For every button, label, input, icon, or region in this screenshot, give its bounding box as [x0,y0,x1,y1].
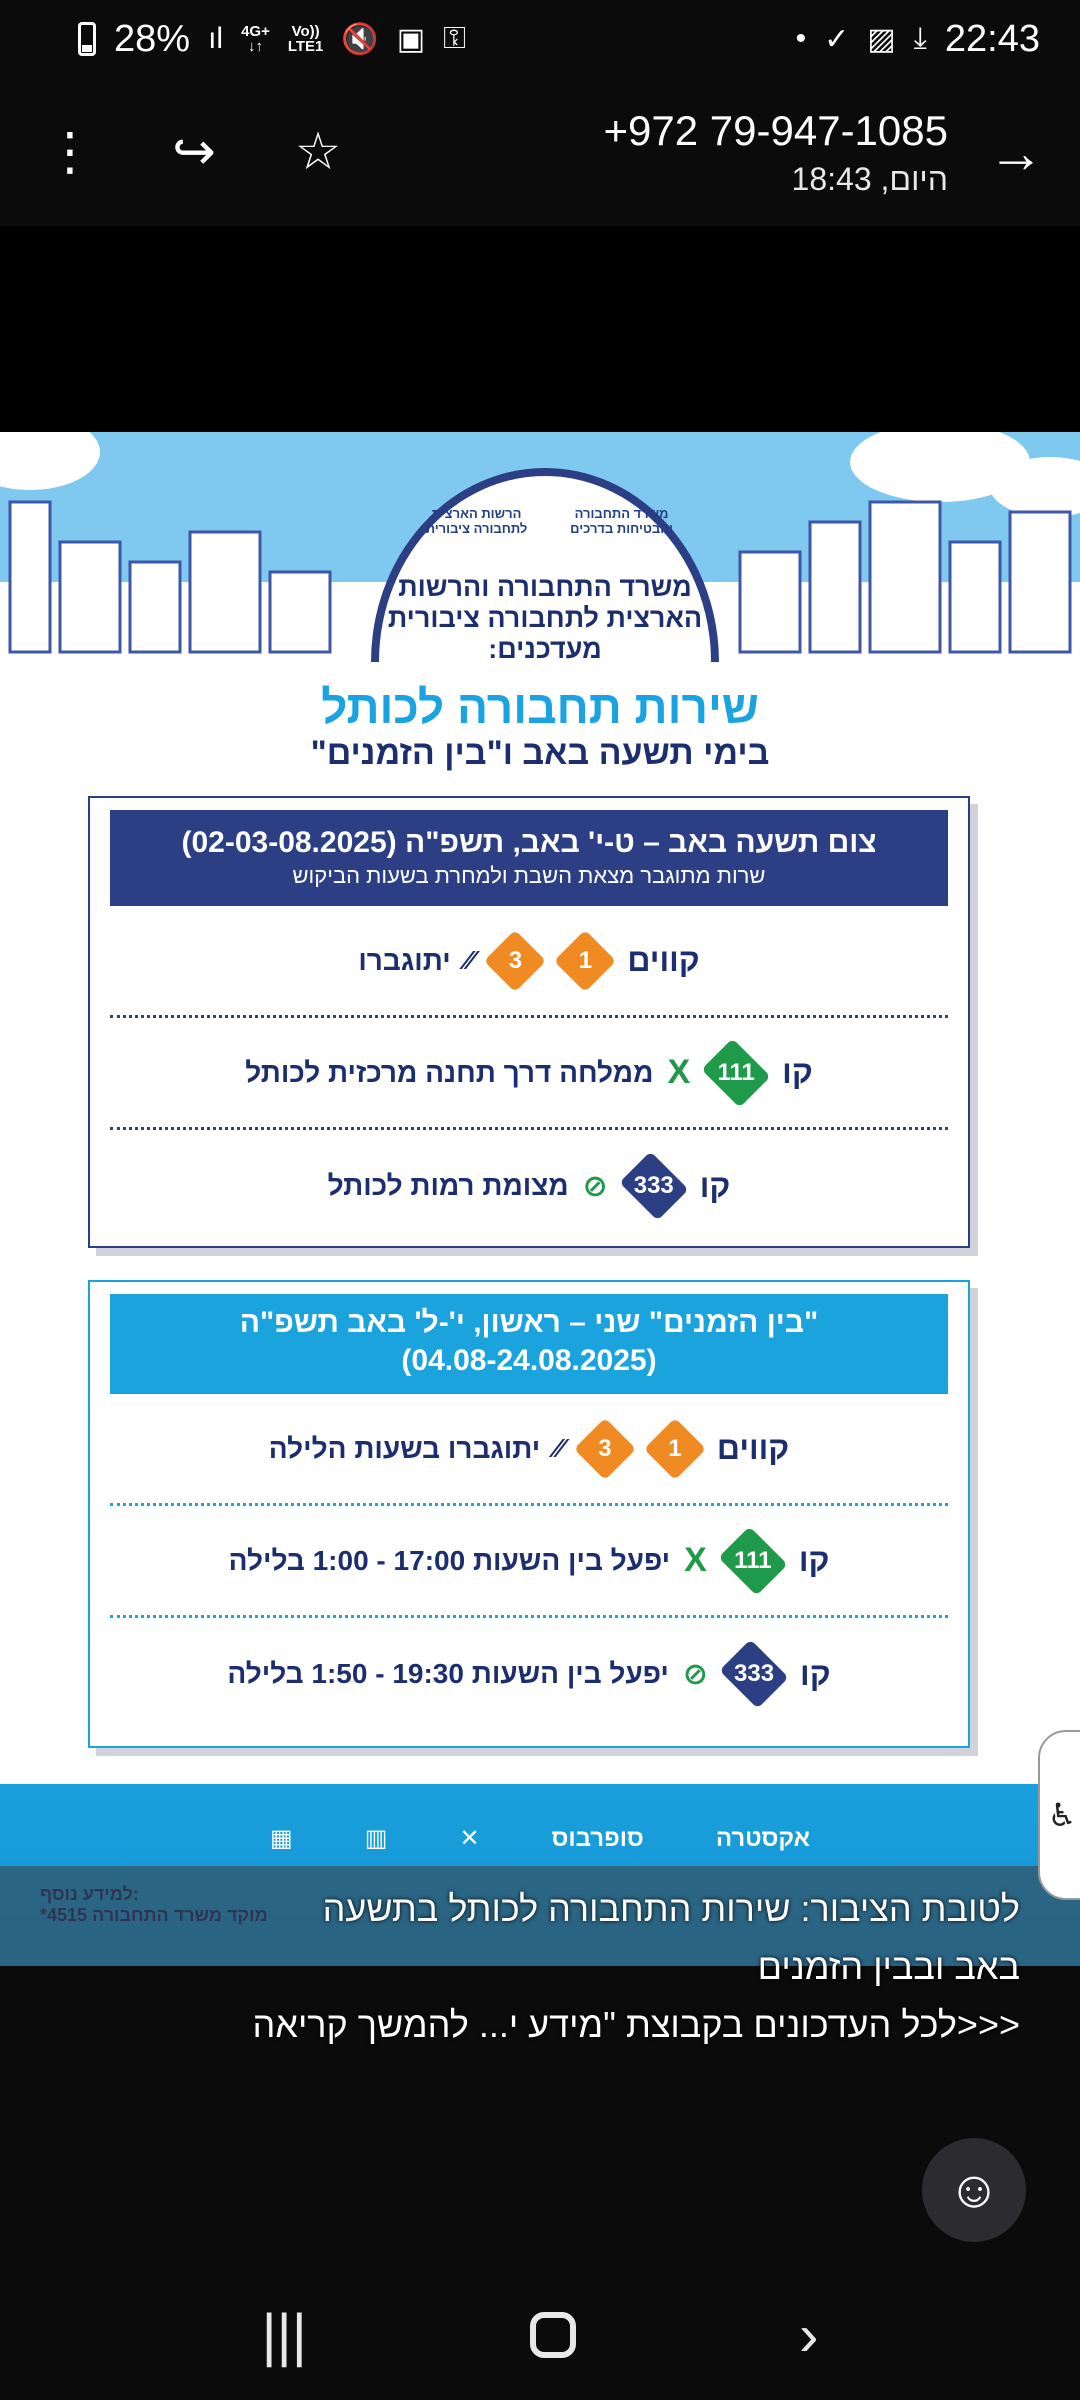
status-bar [0,0,1080,78]
lock-app-icon: ▣ [396,22,426,56]
check-notification-icon: ✓ [824,22,850,56]
poster-image[interactable] [0,432,1080,1966]
card-dates: (04.08-24.08.2025) [401,1344,657,1377]
mute-icon: 🔇 [341,22,379,56]
media-caption[interactable] [70,1880,1020,2054]
route-row-lines-1-3 [110,906,948,1018]
route-text: יתוגברו בשעות הלילה [268,1432,541,1464]
download-icon: ⤓ [913,22,927,55]
more-options-icon[interactable]: ⋮ [44,123,96,181]
status-left [78,18,466,61]
bein-hazmanim-card [88,1280,970,1748]
operator-x-icon: X [667,1053,691,1091]
battery-icon [78,22,96,56]
signal-icon: ıl [208,22,224,55]
card-header [110,810,948,906]
accessibility-icon[interactable]: ♿ [1038,1730,1080,1900]
fast-day-card [88,796,970,1248]
forward-icon[interactable]: ↪ [172,123,216,181]
caption-line-2: באב ובבין הזמנים [757,1946,1020,1987]
route-text: ממלחה דרך תחנה מרכזית לכותל [245,1056,654,1088]
operator-link-icon: ⊘ [582,1169,608,1203]
toolbar-info [604,107,1044,198]
jerusalem-logo: ▦ [270,1825,293,1852]
line-333-badge: 333 [722,1646,786,1702]
line-1-badge: 1 [557,933,613,989]
line-3-badge: 3 [487,933,543,989]
operator-logos [270,1824,810,1853]
line-333-badge: 333 [622,1158,686,1214]
operator-link-icon: ⊘ [682,1657,709,1691]
route-row-line-333 [110,1130,948,1242]
afikim-x-logo: ✕ [459,1825,480,1852]
star-icon[interactable]: ☆ [294,123,342,181]
media-viewer-toolbar [0,78,1080,226]
reaction-emoji-icon[interactable]: ☺ [922,2138,1026,2242]
poster-subline: בימי תשעה באב ו"בין הזמנים" [310,734,770,772]
route-text: יפעל בין השעות 19:30 - 1:50 בלילה [227,1658,669,1689]
volte-indicator [288,24,324,54]
home-icon[interactable] [530,2312,576,2358]
route-row-lines-1-3 [110,1394,948,1506]
caption-line-1: לטובת הציבור: שירות התחבורה לכותל בתשעה [322,1888,1020,1929]
key-icon: ⚿ [443,22,466,55]
sender-number: +972 79-947-1085 [603,106,948,154]
battery-level: 28% [114,17,191,60]
line-111-badge: 111 [704,1045,768,1101]
logos-row [405,506,695,536]
route-row-line-111 [110,1506,948,1618]
clock: 22:43 [944,17,1040,60]
status-right [796,18,1040,61]
ministry-logo: משרד התחבורה והבטיחות בדרכים [570,506,673,536]
network-arrows-icon: ↓↑ [247,38,263,55]
volte-top: Vo)) [291,23,320,40]
line-3-badge: 3 [577,1421,633,1477]
gallery-icon: ▨ [867,22,896,56]
network-bottom: LTE1 [287,38,324,55]
operator-mark-icon: ⁄⁄ [464,945,474,975]
poster-issuer: משרד התחבורה והרשות הארצית לתחבורה ציבורית מעדכנים: [387,572,703,664]
card-subtitle: שרות מתוגבר מצאת השבת ולמחרת בשעות הביקוש [292,863,766,888]
dot-icon: • [795,22,807,55]
network-top: 4G+ [241,23,270,40]
message-time: היום, 18:43 [791,160,948,197]
route-label: קו [699,1167,731,1204]
route-text: מצומת רמות לכותל [327,1170,569,1201]
route-text: יתוגברו [358,944,451,976]
route-label: קו [798,1542,830,1578]
route-label: קו [782,1054,813,1090]
card-title: "בין הזמנים" שני – ראשון, י'-ל' באב תשפ"ה [239,1306,819,1339]
operator-x-icon: X [684,1541,707,1579]
poster-headline: שירות תחבורה לכותל [321,681,759,733]
system-nav-bar [0,2270,1080,2400]
superbus-logo: סופרבוס [551,1824,644,1852]
route-label: קווים [627,942,700,978]
line-1-badge: 1 [647,1421,703,1477]
operator-mark-icon: ⁄⁄ [554,1433,563,1463]
line-111-badge: 111 [721,1533,785,1589]
card-title: צום תשעה באב – ט-י' באב, תשפ"ה (02-03-08.2025) [181,826,877,859]
route-row-line-111 [110,1018,948,1130]
sender-info [604,107,948,198]
route-label: קו [800,1655,831,1692]
route-row-line-333 [110,1618,948,1730]
back-chevron-icon[interactable]: › [799,2302,819,2368]
caption-line-3[interactable]: <<<לכל העדכונים בקבוצת "מידע י... להמשך קריאה [252,2004,1020,2045]
back-arrow-icon[interactable]: → [988,120,1044,184]
network-type [241,24,270,54]
recent-apps-icon[interactable]: ||| [261,2302,307,2368]
route-text: יפעל בין השעות 17:00 - 1:00 בלילה [228,1544,671,1576]
media-letterbox [0,226,1080,432]
card-header [110,1294,948,1394]
route-label: קווים [716,1430,790,1466]
tunnels-logo: ▥ [364,1825,388,1852]
extra-logo: אקסטרה [715,1824,810,1852]
authority-logo: הרשות הארצית לתחבורה ציבורית [425,506,528,536]
toolbar-actions [40,123,348,181]
